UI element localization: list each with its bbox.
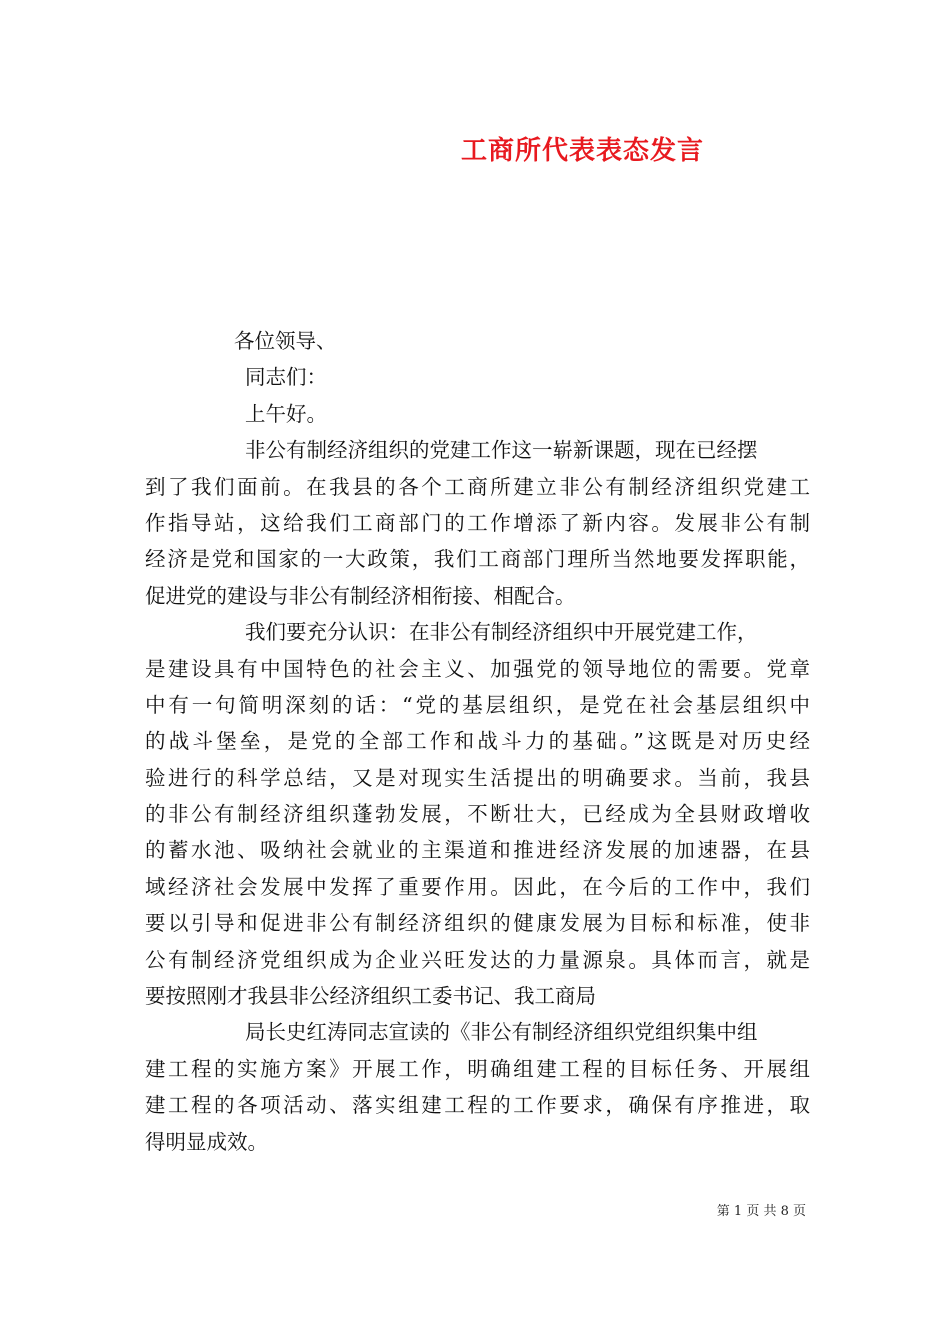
text-line: 到了我们面前。在我县的各个工商所建立非公有制经济组织党建工 [145, 474, 810, 499]
greeting-line: 上午好。 [245, 401, 327, 426]
greeting-line: 各位领导、 [234, 329, 337, 353]
text-line: 得明显成效。 [145, 1129, 268, 1154]
text-line: 验进行的科学总结，又是对现实生活提出的明确要求。当前，我县 [145, 765, 810, 790]
text-line: 域经济社会发展中发挥了重要作用。因此，在今后的工作中，我们 [145, 874, 810, 899]
paragraph-1 [145, 432, 810, 614]
text-line: 建工程的实施方案》开展工作，明确组建工程的目标任务、开展组 [145, 1056, 810, 1081]
text-line: 经济是党和国家的一大政策，我们工商部门理所当然地要发挥职能， [145, 547, 810, 572]
text-line: 要按照刚才我县非公经济组织工委书记、我工商局 [145, 984, 596, 1009]
text-line: 公有制经济党组织成为企业兴旺发达的力量源泉。具体而言，就是 [145, 947, 810, 972]
text-line: 促进党的建设与非公有制经济相衔接、相配合。 [145, 583, 576, 608]
text-line: 的战斗堡垒，是党的全部工作和战斗力的基础。”这既是对历史经 [145, 729, 810, 754]
paragraph-2 [145, 614, 810, 1014]
text-line: 是建设具有中国特色的社会主义、加强党的领导地位的需要。党章 [145, 656, 810, 681]
text-line: 非公有制经济组织的党建工作这一崭新课题，现在已经摆 [245, 438, 758, 463]
text-line: 我们要充分认识：在非公有制经济组织中开展党建工作， [245, 620, 758, 645]
text-line: 局长史红涛同志宣读的《非公有制经济组织党组织集中组 [245, 1020, 758, 1045]
text-line: 建工程的各项活动、落实组建工程的工作要求，确保有序推进，取 [145, 1093, 810, 1118]
text-line: 要以引导和促进非公有制经济组织的健康发展为目标和标准，使非 [145, 911, 810, 936]
text-line: 的蓄水池、吸纳社会就业的主渠道和推进经济发展的加速器，在县 [145, 838, 810, 863]
paragraph-3 [145, 1014, 810, 1160]
page-number: 第 1 页 共 8 页 [716, 1204, 806, 1219]
text-line: 的非公有制经济组织蓬勃发展，不断壮大，已经成为全县财政增收 [145, 802, 810, 827]
greeting-line: 同志们： [245, 365, 327, 390]
text-line: 作指导站，这给我们工商部门的工作增添了新内容。发展非公有制 [145, 510, 810, 535]
text-line: 中有一句简明深刻的话：“党的基层组织，是党在社会基层组织中 [145, 692, 810, 717]
document-body [145, 323, 810, 1160]
page-title: 工商所代表表态发言 [460, 136, 704, 166]
